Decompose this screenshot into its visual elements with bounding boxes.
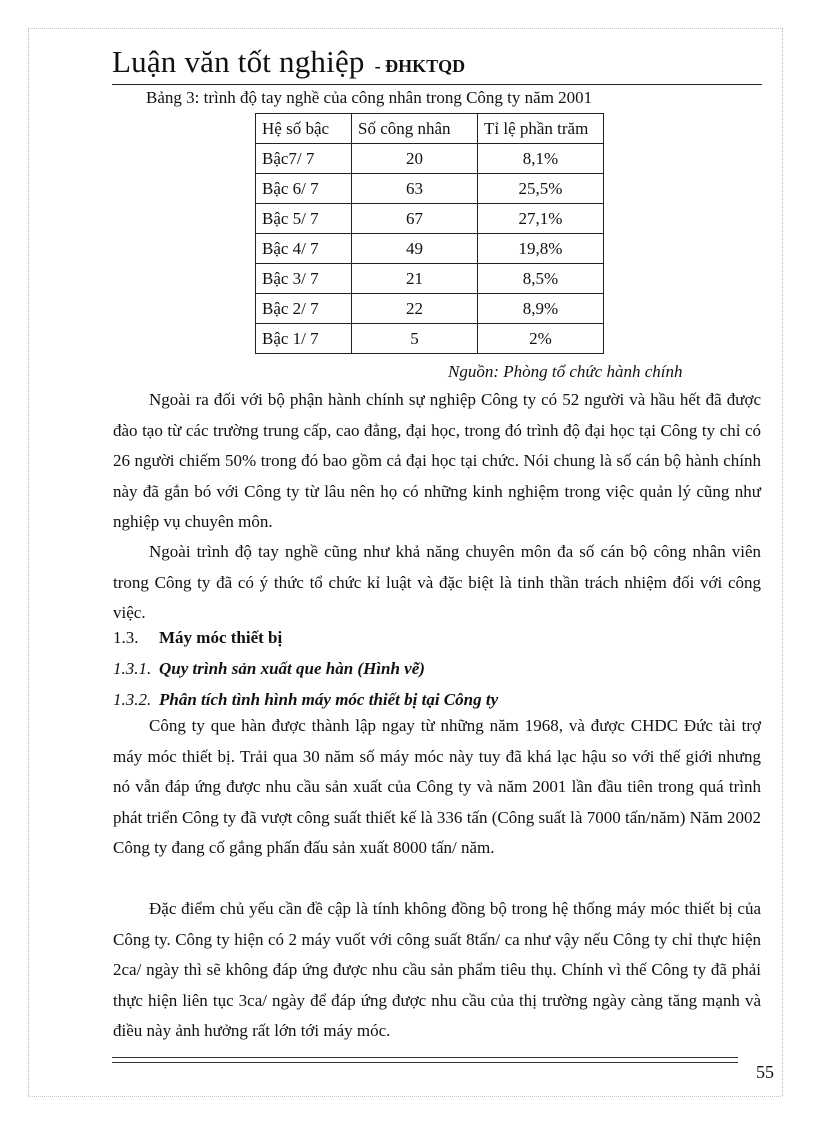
paragraph-admin-staff: Ngoài ra đối với bộ phận hành chính sự nghiệp Công ty có 52 người và hầu hết đã được đào tạo từ các trường trung cấp, cao đẳng, đại học, trong đó trình độ đại học tại Công ty chỉ có 26 người chiếm 50% trong đó bao gồm cả đại học tại chức. Nói chung là số cán bộ hành chính này đã gắn bó với Công ty từ lâu nên họ có những kinh nghiệm trong việc quản lý cũng như nghiệp vụ chuyên môn.	[113, 390, 761, 531]
table-row	[256, 204, 604, 234]
page-header	[112, 44, 762, 85]
column-header: Số công nhân	[352, 114, 478, 144]
paragraph-equipment-issues: Đặc điểm chủ yếu cần đề cập là tính không đồng bộ trong hệ thống máy móc thiết bị của Công ty. Công ty hiện có 2 máy vuốt với công suất 8tấn/ ca như vậy nếu Công ty chỉ thực hiện 2ca/ ngày thì sẽ không đáp ứng được nhu cầu sản phẩm tiêu thụ. Chính vì thế Công ty đã phải thực hiện liên tục 3ca/ ngày để đáp ứng được nhu cầu của thị trường ngày càng tăng mạnh và điều này ảnh hưởng rất lớn tới máy móc.	[113, 899, 761, 1040]
table-caption: Bảng 3: trình độ tay nghề của công nhân trong Công ty năm 2001	[146, 88, 593, 107]
section-heading-1-3-1	[113, 659, 425, 679]
skill-level-table	[255, 113, 604, 354]
table-row	[256, 294, 604, 324]
column-header: Hệ số bậc	[256, 114, 352, 144]
section-title: Máy móc thiết bị	[159, 628, 283, 647]
table-cell: 63	[352, 174, 478, 204]
table-cell: 27,1%	[478, 204, 604, 234]
table-cell: Bậc 1/ 7	[256, 324, 352, 354]
table-source-note: Nguồn: Phòng tổ chức hành chính	[448, 362, 683, 381]
table-cell: 8,9%	[478, 294, 604, 324]
footer-divider	[112, 1062, 738, 1063]
table-row	[256, 174, 604, 204]
table-cell: Bậc 3/ 7	[256, 264, 352, 294]
table-cell: Bậc 2/ 7	[256, 294, 352, 324]
table-cell: 22	[352, 294, 478, 324]
table-row	[256, 234, 604, 264]
table-cell: 21	[352, 264, 478, 294]
header-title: Luận văn tốt nghiệp	[112, 44, 365, 79]
section-number: 1.3.	[113, 628, 139, 647]
section-heading-1-3	[113, 628, 282, 648]
section-title: Quy trình sản xuất que hàn (Hình vẽ)	[159, 659, 425, 678]
table-cell: 49	[352, 234, 478, 264]
table-row	[256, 144, 604, 174]
table-cell: 67	[352, 204, 478, 234]
table-header-row	[256, 114, 604, 144]
page-frame-bottom	[28, 1096, 781, 1097]
table-cell: 5	[352, 324, 478, 354]
header-subtitle: - ĐHKTQD	[374, 56, 466, 76]
table-cell: 20	[352, 144, 478, 174]
table-cell: 19,8%	[478, 234, 604, 264]
section-number: 1.3.2.	[113, 690, 152, 709]
section-title: Phân tích tình hình máy móc thiết bị tại Công ty	[159, 690, 499, 709]
section-heading-1-3-2	[113, 690, 498, 710]
table-cell: 2%	[478, 324, 604, 354]
footer-divider	[112, 1057, 738, 1058]
table-cell: Bậc 6/ 7	[256, 174, 352, 204]
table-cell: Bậc 5/ 7	[256, 204, 352, 234]
paragraph-company-history: Công ty que hàn được thành lập ngay từ những năm 1968, và được CHDC Đức tài trợ máy móc thiết bị. Trải qua 30 năm số máy móc này tuy đã khá lạc hậu so với thế giới nhưng nó vẫn đáp ứng được nhu cầu sản xuất của Công ty và năm 2001 lần đầu tiên trong quá trình phát triển Công ty đã vượt công suất thiết kế là 336 tấn (Công suất là 7000 tấn/năm) Năm 2002 Công ty đang cố gắng phấn đấu sản xuất 8000 tấn/ năm.	[113, 716, 761, 857]
table-cell: Bậc7/ 7	[256, 144, 352, 174]
section-number: 1.3.1.	[113, 659, 152, 678]
table-cell: Bậc 4/ 7	[256, 234, 352, 264]
paragraph-discipline: Ngoài trình độ tay nghề cũng như khả năng chuyên môn đa số cán bộ công nhân viên trong Công ty đã có ý thức tổ chức kỉ luật và đặc biệt là tinh thần trách nhiệm đối với công việc.	[113, 542, 761, 622]
table-cell: 8,1%	[478, 144, 604, 174]
page-number: 55	[756, 1062, 774, 1082]
table-cell: 8,5%	[478, 264, 604, 294]
table-row	[256, 264, 604, 294]
table-row	[256, 324, 604, 354]
table-cell: 25,5%	[478, 174, 604, 204]
column-header: Tỉ lệ phần trăm	[478, 114, 604, 144]
